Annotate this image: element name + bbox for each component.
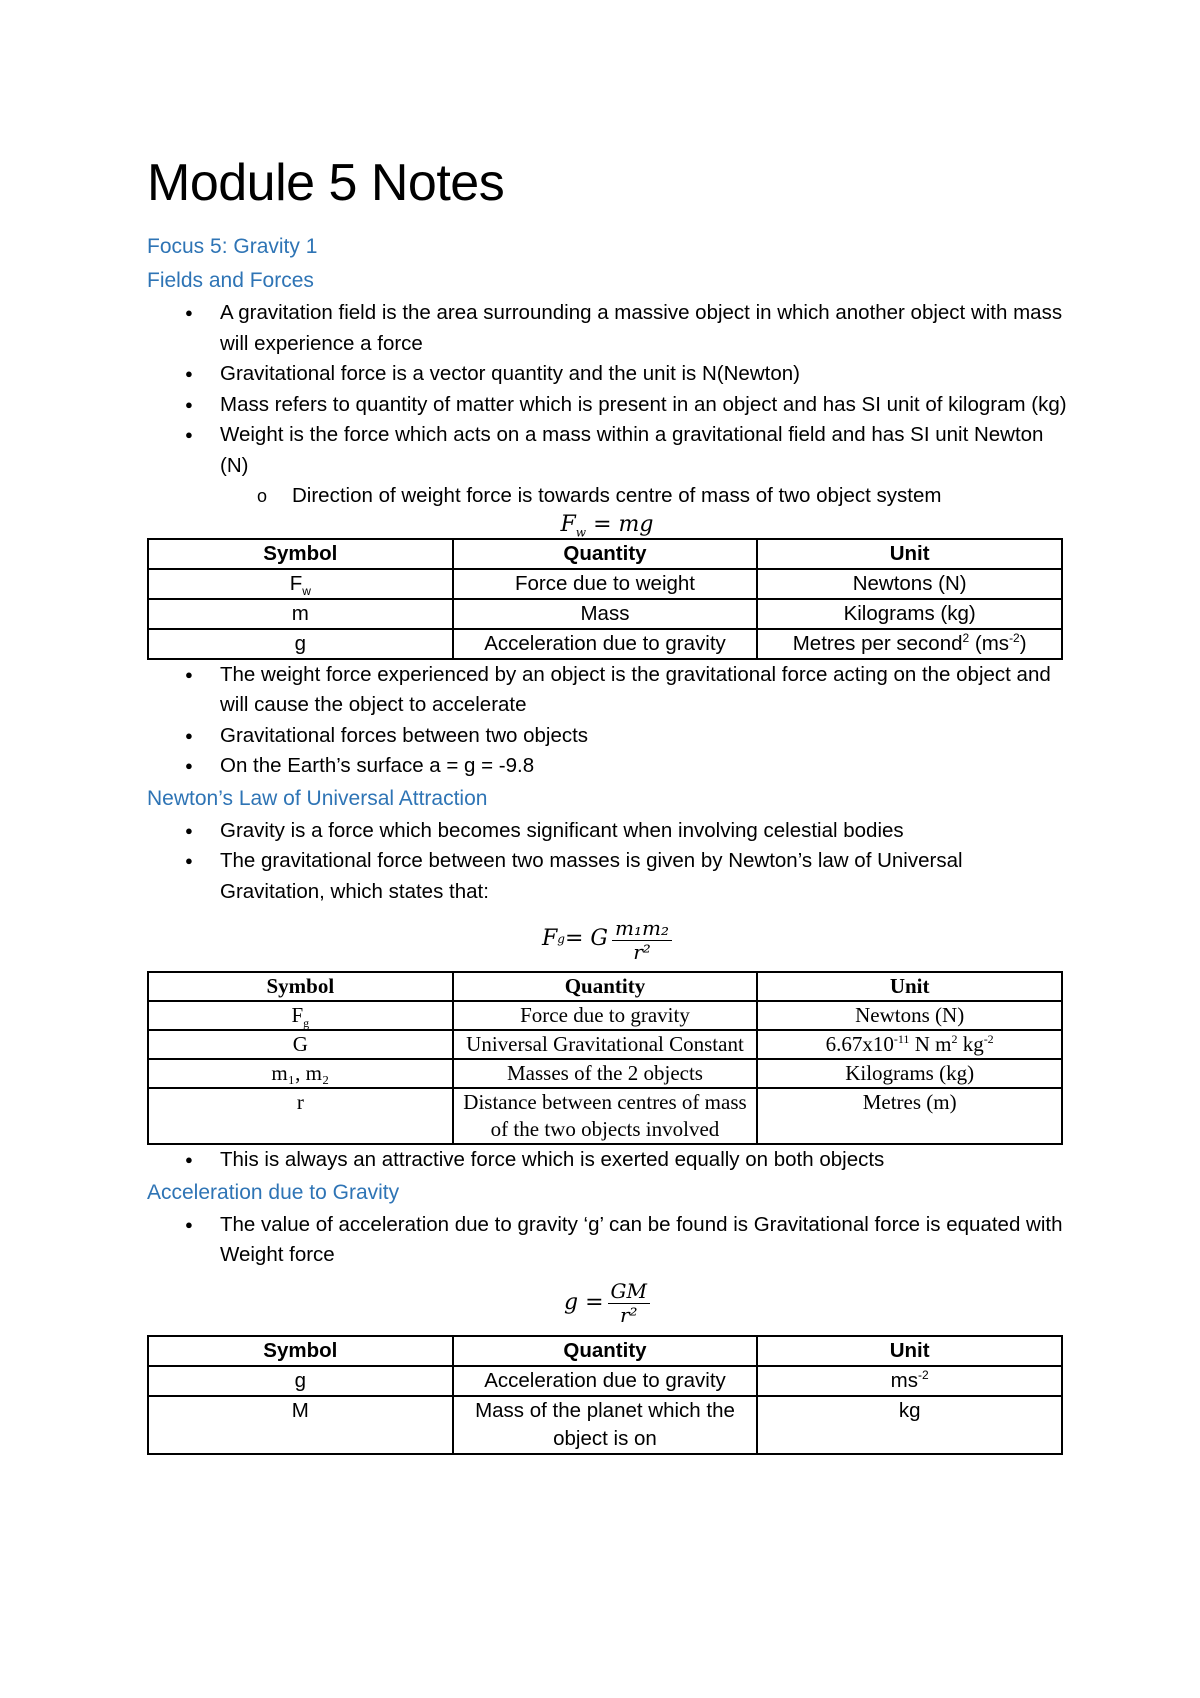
table-cell: Newtons (N) (757, 1001, 1062, 1030)
table-header: Unit (757, 1336, 1062, 1366)
cell-sub: g (303, 1016, 310, 1031)
list-item: ● Gravitational force is a vector quantity and the unit is N(Newton) (147, 359, 1067, 390)
cell-text: N m (909, 1032, 952, 1056)
cell-text: Metres per second (792, 631, 963, 655)
table-cell: Universal Gravitational Constant (453, 1030, 758, 1059)
table-cell: g (148, 1366, 453, 1396)
table-header: Quantity (453, 972, 758, 1001)
gravitation-table (147, 971, 1063, 1145)
document-page (147, 150, 1067, 1455)
list-item: ● Mass refers to quantity of matter which is present in an object and has SI unit of kilogram (kg) (147, 390, 1067, 421)
sub-list-item: o Direction of weight force is towards centre of mass of two object system (147, 481, 1067, 512)
cell-text: F (289, 571, 303, 595)
table-row (148, 1059, 1062, 1088)
table-row (148, 629, 1062, 659)
table-row (148, 599, 1062, 629)
cell-text: kg (957, 1032, 984, 1056)
table-row (148, 1030, 1062, 1059)
list-item: ● Gravity is a force which becomes significant when involving celestial bodies (147, 816, 1067, 847)
table-cell: m (148, 599, 453, 629)
bullet-list (147, 660, 1067, 782)
table-cell (757, 629, 1062, 659)
formula-fraction (608, 1279, 650, 1326)
table-cell: kg (757, 1396, 1062, 1454)
formula-denominator: r² (619, 1303, 638, 1327)
table-cell (757, 1030, 1062, 1059)
section-heading-acceleration: Acceleration due to Gravity (147, 1180, 400, 1204)
weight-formula (147, 512, 1067, 538)
list-item: ● This is always an attractive force which is exerted equally on both objects (147, 1145, 1067, 1176)
formula-lhs: F (560, 511, 576, 537)
formula-mid: = G (564, 926, 608, 951)
weight-table (147, 538, 1063, 660)
section-heading-fields-forces: Fields and Forces (147, 269, 314, 292)
table-header: Unit (757, 539, 1062, 569)
cell-text: (ms (969, 631, 1010, 655)
table-cell: Kilograms (kg) (757, 599, 1062, 629)
formula-lhs-sub: w (575, 524, 587, 539)
cell-text: F (291, 1003, 304, 1027)
list-item: ● Gravitational forces between two objects (147, 721, 1067, 752)
table-header: Quantity (453, 539, 758, 569)
formula-lhs: g = (564, 1289, 604, 1315)
cell-sup: -2 (983, 1032, 994, 1046)
table-row (148, 1396, 1062, 1454)
table-header: Quantity (453, 1336, 758, 1366)
section-heading-newtons-law: Newton’s Law of Universal Attraction (147, 786, 488, 810)
cell-text: ) (1019, 631, 1027, 655)
table-cell: M (148, 1396, 453, 1454)
cell-sup: -2 (917, 1367, 929, 1382)
table-row (148, 569, 1062, 599)
table-cell (148, 569, 453, 599)
focus-heading: Focus 5: Gravity 1 (147, 235, 318, 258)
formula-lhs: F (542, 926, 558, 951)
table-header: Unit (757, 972, 1062, 1001)
formula-numerator: GM (608, 1279, 650, 1304)
cell-sup: -2 (1009, 630, 1020, 645)
table-cell (148, 1001, 453, 1030)
table-cell: Masses of the 2 objects (453, 1059, 758, 1088)
sub-bullet-list (147, 481, 1067, 512)
formula-rhs: = mg (586, 511, 654, 537)
acceleration-formula (147, 1271, 1067, 1335)
table-header-row (148, 539, 1062, 569)
cell-sup: 2 (951, 1032, 958, 1046)
table-header: Symbol (148, 972, 453, 1001)
table-cell: r (148, 1088, 453, 1144)
cell-sub: w (302, 583, 311, 598)
table-cell: Mass (453, 599, 758, 629)
table-cell: Distance between centres of mass of the two objects involved (453, 1088, 758, 1144)
table-cell: Force due to weight (453, 569, 758, 599)
table-cell: Force due to gravity (453, 1001, 758, 1030)
acceleration-table (147, 1335, 1063, 1455)
cell-sup: -11 (893, 1032, 910, 1046)
list-item: ● The gravitational force between two masses is given by Newton’s law of Universal Gravitation, which states that: (147, 846, 1067, 907)
table-cell: G (148, 1030, 453, 1059)
list-item: ● A gravitation field is the area surrounding a massive object in which another object with mass will experience a force (147, 298, 1067, 359)
bullet-list (147, 816, 1067, 908)
page-title: Module 5 Notes (147, 154, 505, 212)
cell-sup: 2 (962, 630, 970, 645)
table-header: Symbol (148, 1336, 453, 1366)
cell-text: 6.67x10 (825, 1032, 894, 1056)
table-cell: g (148, 629, 453, 659)
bullet-list (147, 1145, 1067, 1176)
list-item: ● The value of acceleration due to gravity ‘g’ can be found is Gravitational force is equated with Weight force (147, 1210, 1067, 1271)
table-cell: Acceleration due to gravity (453, 1366, 758, 1396)
bullet-list (147, 1210, 1067, 1271)
table-cell: Kilograms (kg) (757, 1059, 1062, 1088)
formula-numerator: m₁m₂ (612, 916, 672, 941)
list-item: ● Weight is the force which acts on a mass within a gravitational field and has SI unit Newton (N) (147, 420, 1067, 481)
formula-fraction (612, 916, 672, 963)
cell-text: ms (890, 1368, 918, 1392)
table-row (148, 1001, 1062, 1030)
table-cell (757, 1366, 1062, 1396)
gravitation-formula: F g = G $\frac{\text{m₁m₂}}{\text{r²}}$ (147, 907, 1067, 971)
table-cell: Metres (m) (757, 1088, 1062, 1144)
table-row (148, 1088, 1062, 1144)
table-cell: Newtons (N) (757, 569, 1062, 599)
table-row (148, 1366, 1062, 1396)
table-cell: Mass of the planet which the object is on (453, 1396, 758, 1454)
list-item: ● The weight force experienced by an object is the gravitational force acting on the object and will cause the object to accelerate (147, 660, 1067, 721)
table-cell: Acceleration due to gravity (453, 629, 758, 659)
formula-denominator: r² (633, 939, 651, 964)
table-header: Symbol (148, 539, 453, 569)
table-header-row (148, 1336, 1062, 1366)
bullet-list (147, 298, 1067, 481)
list-item: ● On the Earth’s surface a = g = -9.8 (147, 751, 1067, 782)
table-cell: m₁, m₂ (148, 1059, 453, 1088)
table-header-row (148, 972, 1062, 1001)
